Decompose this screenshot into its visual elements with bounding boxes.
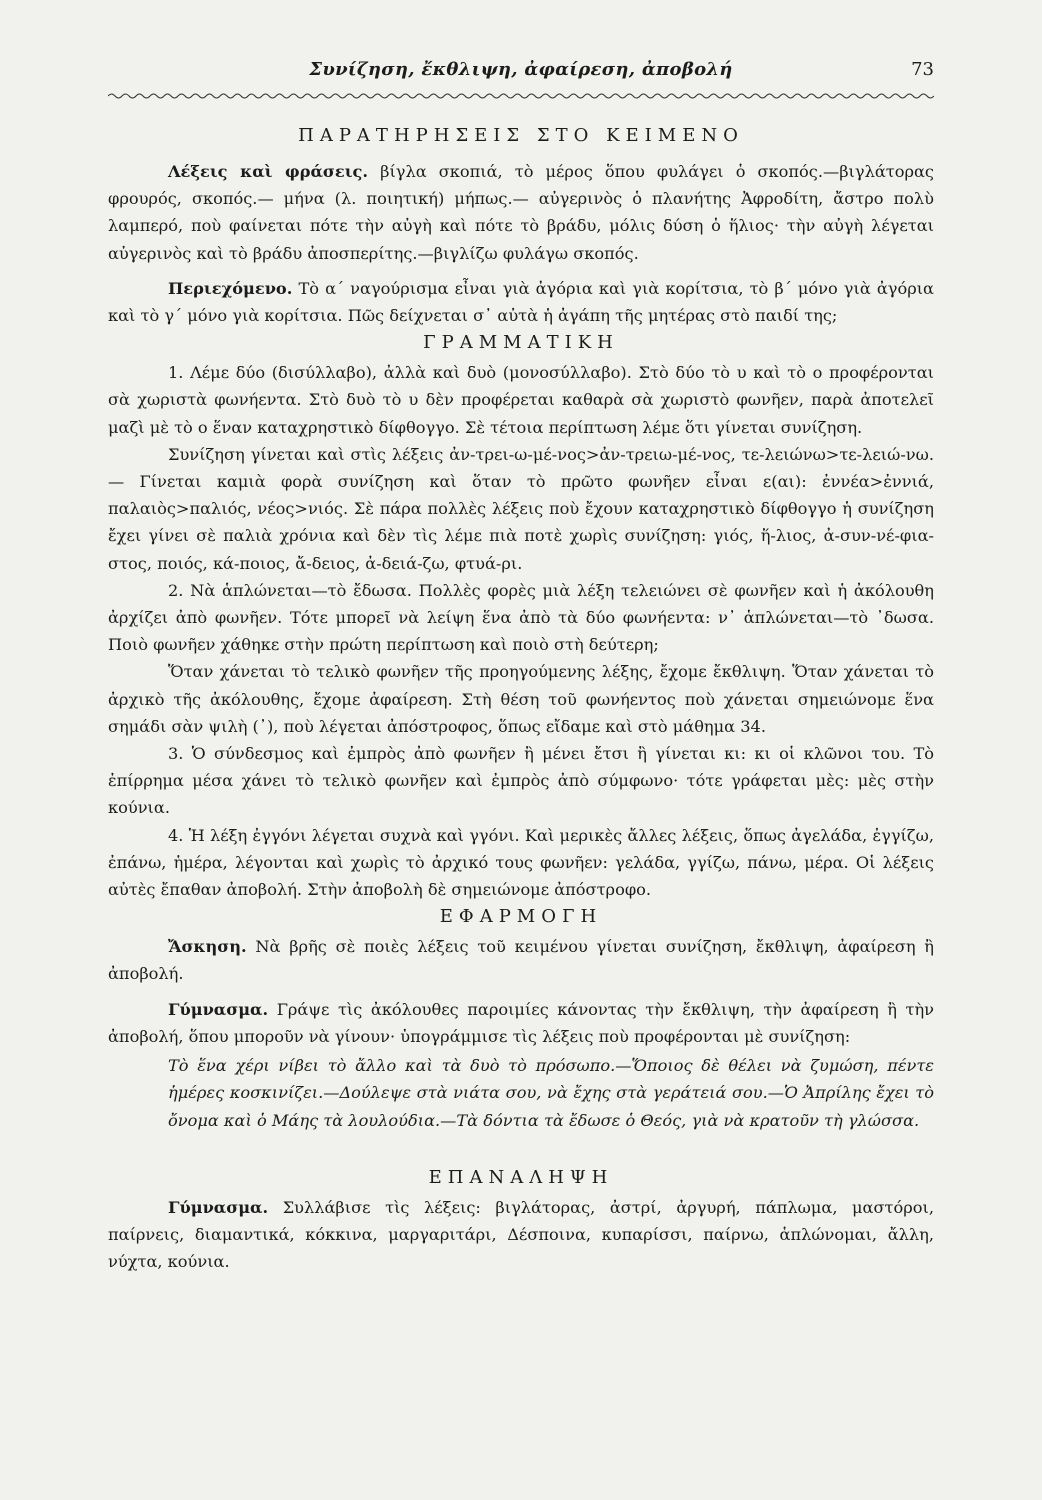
grammar-paragraph-2: Συνίζηση γίνεται καὶ στὶς λέξεις ἀν-τρει-ω-μέ-νος>ἀν-τρειω-μέ-νος, τε-λειώνω>τε-λειώ-νω.— Γίνεται καμιὰ φορὰ συνίζηση καὶ ὅταν τὸ πρῶτο φωνῆεν εἶναι ε(αι): ἐννέα>ἐννιά, παλαιὸς>παλιός, νέος>νιός. Σὲ πάρα πολλὲς λέξεις ποὺ ἔχουν καταχρηστικὸ δίφθογγο ἡ συνίζηση ἔχει γίνει σὲ παλιὰ χρόνια καὶ δὲν τὶς λέμε πιὰ ποτὲ χωρὶς συνίζηση: γιός, ἥ-λιος, ἀ-συν-νέ-φια-στος, ποιός, κά-ποιος, ἄ-δειος, ἀ-δειά-ζω, φτυά-ρι. (108, 444, 934, 573)
exercise-paragraph (108, 933, 934, 987)
words-body: βίγλα σκοπιά, τὸ μέρος ὅπου φυλάγει ὁ σκοπός.—βιγλάτορας φρουρός, σκοπός.— μήνα (λ. ποιητική) μήπως.— αὐγερινὸς ὁ πλανήτης Ἀφροδίτη, ἄστρο πολὺ λαμπερό, ποὺ φαίνεται πότε τὴν αὐγὴ καὶ πότε τὸ βράδυ, μόλις δύση ὁ ἥλιος· τὴν αὐγὴ λέγεται αὐγερινὸς καὶ τὸ βράδυ ἀποσπερίτης.—βιγλίζω φυλάγω σκοπός. (108, 162, 934, 263)
words-paragraph (108, 158, 934, 267)
drill-body: Γράψε τὶς ἀκόλουθες παροιμίες κάνοντας τὴν ἔκθλιψη, τὴν ἀφαίρεση ἢ τὴν ἀποβολή, ὅπου μποροῦν νὰ γίνουν· ὑπογράμμισε τὶς λέξεις ποὺ προφέρονται μὲ συνίζηση: (108, 999, 934, 1046)
page-number: 73 (911, 59, 934, 80)
grammar-paragraph-4: Ὅταν χάνεται τὸ τελικὸ φωνῆεν τῆς προηγούμενης λέξης, ἔχομε ἔκθλιψη. Ὅταν χάνεται τὸ ἀρχικὸ τῆς ἀκόλουθης, ἔχομε ἀφαίρεση. Στὴ θέση τοῦ φωνήεντος ποὺ χάνεται σημειώνομε ἕνα σημάδι σὰν ψιλὴ (᾽), ποὺ λέγεται ἀπόστροφος, ὅπως εἴδαμε καὶ στὸ μάθημα 34. (108, 662, 934, 736)
running-title: Συνίζηση, ἔκθλιψη, ἀφαίρεση, ἀποβολή (309, 59, 733, 80)
words-label: Λέξεις καὶ φράσεις. (168, 162, 369, 181)
review-paragraph (108, 1194, 934, 1276)
text-notes-heading: ΠΑΡΑΤΗΡΗΣΕΙΣ ΣΤΟ ΚΕΙΜΕΝΟ (298, 125, 744, 146)
grammar-paragraph-1: 1. Λέμε δύο (δισύλλαβο), ἀλλὰ καὶ δυὸ (μονοσύλλαβο). Στὸ δύο τὸ υ καὶ τὸ ο προφέρονται σὰ χωριστὰ φωνήεντα. Στὸ δυὸ τὸ υ δὲν προφέρεται καθαρὰ σὰ χωριστὸ φωνῆεν, παρὰ ἀποτελεῖ μαζὶ μὲ τὸ ο ἕναν καταχρηστικὸ δίφθογγο. Σὲ τέτοια περίπτωση λέμε ὅτι γίνεται συνίζηση. (108, 363, 934, 437)
content-label: Περιεχόμενο. (168, 278, 293, 298)
review-heading: ΕΠΑΝΑΛΗΨΗ (428, 1166, 614, 1188)
grammar-paragraph-3: 2. Νὰ ἁπλώνεται—τὸ ἔδωσα. Πολλὲς φορὲς μιὰ λέξη τελειώνει σὲ φωνῆεν καὶ ἡ ἀκόλουθη ἀρχίζει ἀπὸ φωνῆεν. Τότε μπορεῖ νὰ λείψη ἕνα ἀπὸ τὰ δύο φωνήεντα: ν᾽ ἁπλώνεται—τὸ ᾽δωσα. Ποιὸ φωνῆεν χάθηκε στὴν πρώτη περίπτωση καὶ ποιὸ στὴ δεύτερη; (108, 580, 934, 655)
content-paragraph (108, 275, 934, 329)
exercise-label: Ἄσκηση. (168, 937, 247, 957)
header-wave-rule (108, 90, 934, 102)
exercise-body: Νὰ βρῆς σὲ ποιὲς λέξεις τοῦ κειμένου γίνεται συνίζηση, ἔκθλιψη, ἀφαίρεση ἢ ἀποβολή. (108, 937, 934, 984)
review-drill-body: Συλλάβισε τὶς λέξεις: βιγλάτορας, ἀστρί, ἀργυρή, πάπλωμα, μαστόροι, παίρνεις, διαμαντικά, κόκκινα, μαργαριτάρι, Δέσποινα, κυπαρίσσι, παίρνω, ἁπλώνομαι, ἄλλη, νύχτα, κούνια. (108, 1197, 934, 1272)
drill-label: Γύμνασμα. (168, 999, 269, 1019)
grammar-heading: ΓΡΑΜΜΑΤΙΚΗ (423, 332, 619, 354)
document-page (108, 52, 934, 1275)
application-section (108, 905, 934, 1133)
content-body: Τὸ α΄ ναγούρισμα εἶναι γιὰ ἀγόρια καὶ γιὰ κορίτσια, τὸ β΄ μόνο γιὰ ἀγόρια καὶ τὸ γ΄ μόνο γιὰ κορίτσια. Πῶς δείχνεται σ᾽ αὐτὰ ἡ ἀγάπη τῆς μητέρας στὸ παιδί της; (108, 278, 934, 326)
proverbs-paragraph: Τὸ ἕνα χέρι νίβει τὸ ἄλλο καὶ τὰ δυὸ τὸ πρόσωπο.—Ὅποιος δὲ θέλει νὰ ζυμώση, πέντε ἡμέρες κοσκινίζει.—Δούλεψε στὰ νιάτα σου, νὰ ἔχης στὰ γεράτειά σου.—Ὁ Ἀπρίλης ἔχει τὸ ὄνομα καὶ ὁ Μάης τὰ λουλούδια.—Τὰ δόντια τὰ ἔδωσε ὁ Θεός, γιὰ νὰ κρατοῦν τὴ γλώσσα. (168, 1056, 934, 1130)
text-notes-section (108, 124, 934, 329)
application-heading: ΕΦΑΡΜΟΓΗ (439, 906, 603, 928)
grammar-section (108, 331, 934, 903)
grammar-paragraph-6: 4. Ἡ λέξη ἐγγόνι λέγεται συχνὰ καὶ γγόνι. Καὶ μερικὲς ἄλλες λέξεις, ὅπως ἀγελάδα, ἐγγίζω, ἐπάνω, ἡμέρα, λέγονται καὶ χωρὶς τὸ ἀρχικό τους φωνῆεν: γελάδα, γγίζω, πάνω, μέρα. Οἱ λέξεις αὐτὲς ἔπαθαν ἀποβολή. Στὴν ἀποβολὴ δὲ σημειώνομε ἀπόστροφο. (108, 825, 934, 900)
review-drill-label: Γύμνασμα. (168, 1197, 269, 1217)
drill-paragraph (108, 996, 934, 1050)
review-section (108, 1166, 934, 1276)
grammar-paragraph-5: 3. Ὁ σύνδεσμος καὶ ἐμπρὸς ἀπὸ φωνῆεν ἢ μένει ἔτσι ἢ γίνεται κι: κι οἱ κλῶνοι του. Τὸ ἐπίρρημα μέσα χάνει τὸ τελικὸ φωνῆεν καὶ ἐμπρὸς ἀπὸ σύμφωνο· τότε γράφεται μὲς: μὲς στὴν κούνια. (108, 744, 934, 818)
running-header (108, 52, 934, 90)
